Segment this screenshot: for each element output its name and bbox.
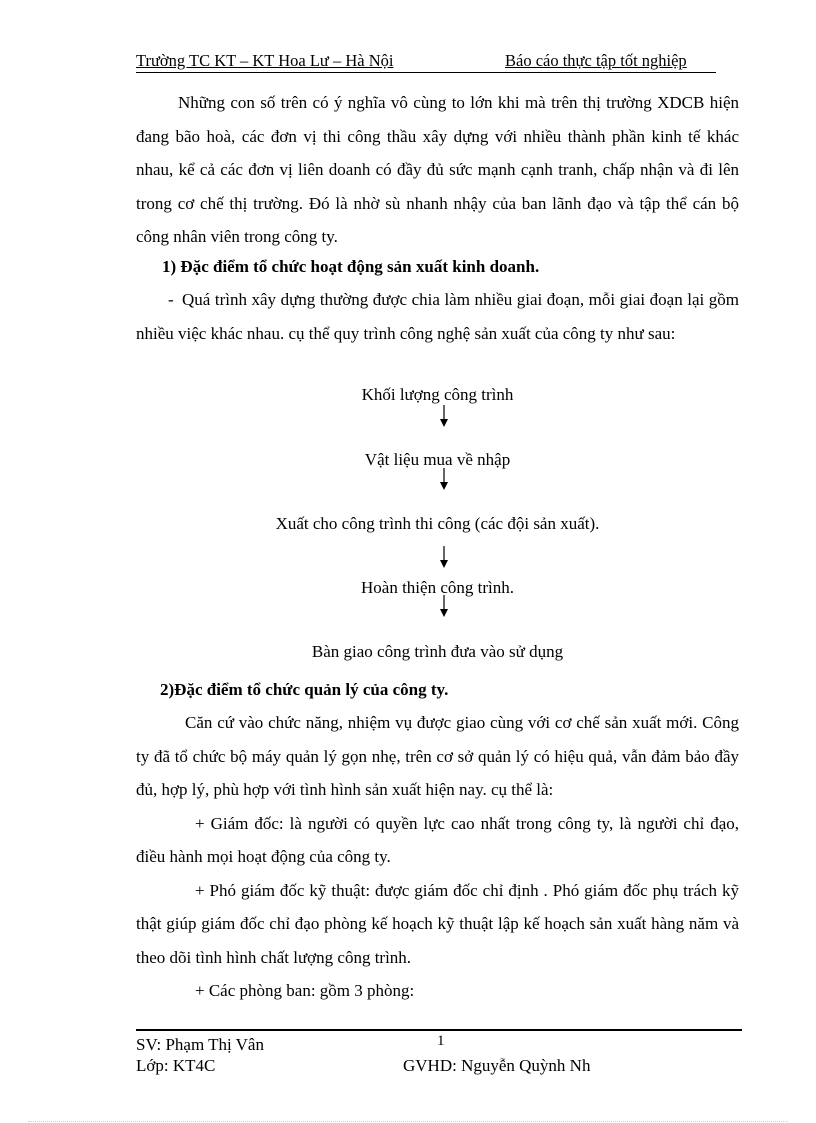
down-arrow-icon — [438, 468, 450, 490]
section2-paragraph-4: + Các phòng ban: gồm 3 phòng: — [195, 981, 415, 1000]
flow-step-4: Hoàn thiện công trình. — [361, 578, 514, 597]
down-arrow-icon — [438, 546, 450, 568]
flow-step-5: Bàn giao công trình đưa vào sử dụng — [311, 642, 564, 661]
section2-paragraph-2: + Giám đốc: là người có quyền lực cao nhất trong công ty, là người chỉ đạo, điều hành mọi hoạt động của công ty. — [136, 813, 739, 866]
dash-marker: - — [168, 290, 174, 309]
section2-paragraphs — [136, 706, 739, 1008]
section2-heading: 2)Đặc điểm tổ chức quản lý của công ty. — [160, 680, 449, 699]
intro-paragraph: Những con số trên có ý nghĩa vô cùng to lớn khi mà trên thị trường XDCB hiện đang bão hoà, các đơn vị thi công thầu xây dựng với nhiều thành phần kinh tế khác nhau, kể cả các đơn vị liên doanh có đầy đủ sức mạnh cạnh tranh, chấp nhận và đi lên trong cơ chế thị trường. Đó là nhờ sù nhanh nhậy của ban lãnh đạo và tập thể cán bộ công nhân viên trong công ty. — [136, 93, 739, 246]
footer-class: Lớp: KT4C — [136, 1056, 216, 1075]
flow-step-2: Vật liệu mua về nhập — [364, 450, 511, 469]
section1-heading: 1) Đặc điểm tổ chức hoạt động sản xuất kinh doanh. — [162, 257, 540, 276]
footer-advisor: GVHD: Nguyễn Quỳnh Nh — [403, 1056, 591, 1075]
page-edge-divider — [28, 1121, 788, 1122]
footer-student: SV: Phạm Thị Vân — [136, 1035, 264, 1054]
section1-paragraph: Quá trình xây dựng thường được chia làm nhiều giai đoạn, mỗi giai đoạn lại gồm nhiều việc khác nhau. cụ thể quy trình công nghệ sản xuất của công ty như sau: — [136, 290, 739, 343]
page-number: 1 — [437, 1033, 445, 1049]
flow-step-1: Khối lượng công trình — [361, 385, 514, 404]
section2-paragraph-3: + Phó giám đốc kỹ thuật: được giám đốc chỉ định . Phó giám đốc phụ trách kỹ thật giúp giám đốc chỉ đạo phòng kế hoạch kỹ thuật lập kế hoạch sản xuất hàng năm và theo dõi tình hình chất lượng công trình. — [136, 880, 739, 967]
process-flow — [136, 0, 739, 700]
header-school: Trường TC KT – KT Hoa Lư – Hà Nội — [136, 51, 394, 70]
header-report-title: Báo cáo thực tập tốt nghiệp — [505, 51, 687, 70]
down-arrow-icon — [438, 405, 450, 427]
section2-block — [160, 673, 720, 707]
flow-step-3: Xuất cho công trình thi công (các đội sản xuất). — [275, 514, 600, 533]
down-arrow-icon — [438, 595, 450, 617]
section2-paragraph-1: Căn cứ vào chức năng, nhiệm vụ được giao cùng với cơ chế sản xuất mới. Công ty đã tổ chức bộ máy quản lý gọn nhẹ, trên cơ sở quản lý có hiệu quả, vẫn đảm bảo đầy đủ, hợp lý, phù hợp với tình hình sản xuất hiện nay. cụ thể là: — [136, 713, 739, 799]
